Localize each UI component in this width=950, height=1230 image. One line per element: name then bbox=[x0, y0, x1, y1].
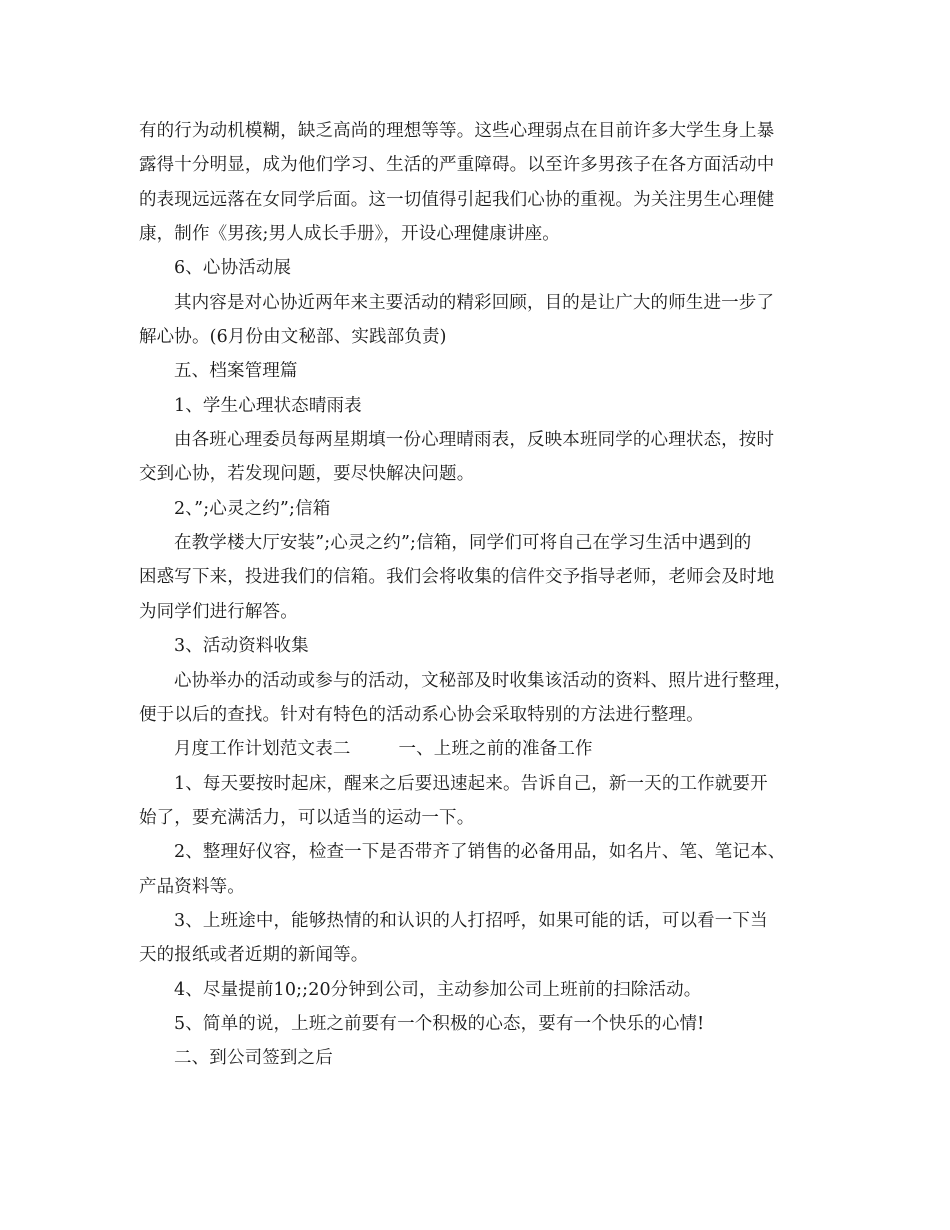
document-subtitle: 月度工作计划范文表二 bbox=[174, 739, 351, 760]
list-item: 2、整理好仪容，检查一下是否带齐了销售的必备用品，如名片、笔、笔记本、 bbox=[174, 842, 786, 863]
text-line: 心协举办的活动或参与的活动，文秘部及时收集该活动的资料、照片进行整理， bbox=[174, 670, 792, 691]
text-line: 为同学们进行解答。 bbox=[139, 601, 298, 622]
section-heading: 一、上班之前的准备工作 bbox=[398, 739, 593, 760]
text-line: 天的报纸或者近期的新闻等。 bbox=[139, 945, 369, 966]
section-heading: 3、活动资料收集 bbox=[174, 636, 309, 657]
section-heading: 二、到公司签到之后 bbox=[174, 1048, 333, 1069]
text-line: 始了，要充满活力，可以适当的运动一下。 bbox=[139, 807, 475, 828]
text-line: 露得十分明显，成为他们学习、生活的严重障碍。以至许多男孩子在各方面活动中 bbox=[139, 155, 775, 176]
document-subtitle-line bbox=[139, 732, 824, 766]
text-line: 交到心协，若发现问题，要尽快解决问题。 bbox=[139, 464, 475, 485]
section-heading: 6、心协活动展 bbox=[174, 258, 292, 279]
text-line: 解心协。(6月份由文秘部、实践部负责) bbox=[139, 327, 447, 348]
text-line: 便于以后的查找。针对有特色的活动系心协会采取特别的方法进行整理。 bbox=[139, 704, 704, 725]
section-heading: 1、学生心理状态晴雨表 bbox=[174, 395, 362, 416]
section-heading: 2、”;心灵之约”;信箱 bbox=[174, 498, 331, 519]
list-item: 5、简单的说，上班之前要有一个积极的心态，要有一个快乐的心情! bbox=[174, 1013, 705, 1034]
text-line: 由各班心理委员每两星期填一份心理晴雨表，反映本班同学的心理状态，按时 bbox=[174, 430, 775, 451]
text-line: 困惑写下来，投进我们的信箱。我们会将收集的信件交予指导老师，老师会及时地 bbox=[139, 567, 775, 588]
text-line: 在教学楼大厅安装”;心灵之约”;信箱，同学们可将自己在学习生活中遇到的 bbox=[174, 533, 752, 554]
document-body bbox=[139, 114, 824, 1076]
list-item: 1、每天要按时起床，醒来之后要迅速起来。告诉自己，新一天的工作就要开 bbox=[174, 773, 768, 794]
text-line: 其内容是对心协近两年来主要活动的精彩回顾，目的是让广大的师生进一步了 bbox=[174, 292, 775, 313]
section-heading: 五、档案管理篇 bbox=[174, 361, 298, 382]
text-line: 产品资料等。 bbox=[139, 876, 245, 897]
text-line: 有的行为动机模糊，缺乏高尚的理想等等。这些心理弱点在目前许多大学生身上暴 bbox=[139, 121, 775, 141]
text-line: 康，制作《男孩;男人成长手册》，开设心理健康讲座。 bbox=[139, 224, 560, 245]
list-item: 3、上班途中，能够热情的和认识的人打招呼，如果可能的话，可以看一下当 bbox=[174, 910, 768, 931]
text-line: 的表现远远落在女同学后面。这一切值得引起我们心协的重视。为关注男生心理健 bbox=[139, 189, 775, 210]
list-item: 4、尽量提前10;;20分钟到公司，主动参加公司上班前的扫除活动。 bbox=[174, 979, 702, 1000]
